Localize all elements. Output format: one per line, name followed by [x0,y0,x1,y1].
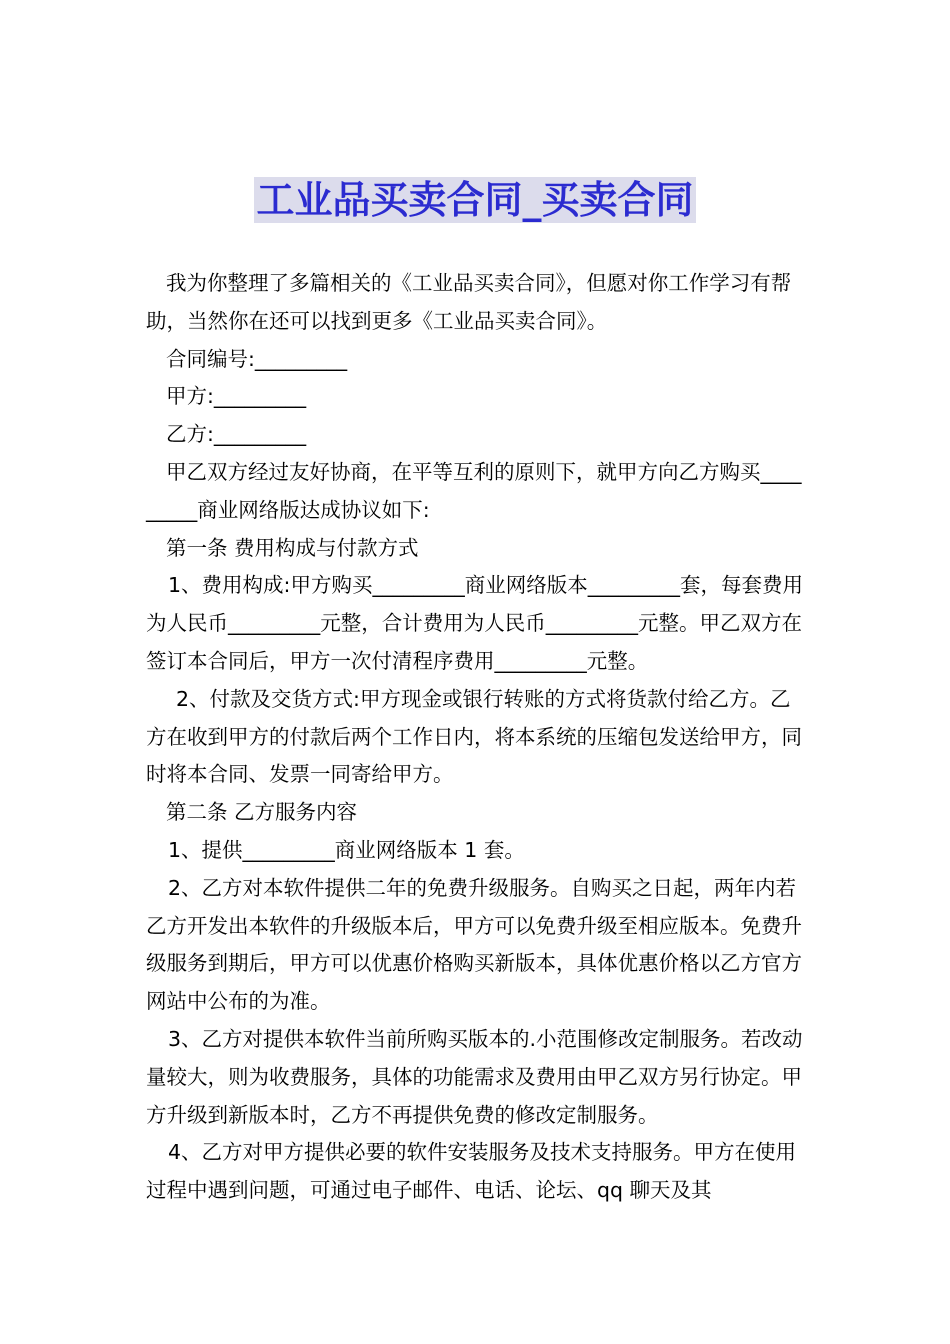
article-2-clause-4: 4、乙方对甲方提供必要的软件安装服务及技术支持服务。甲方在使用过程中遇到问题，可通过电子邮件、电话、论坛、qq 聊天及其 [146,1140,797,1203]
document-title: 工业品买卖合同_买卖合同 [256,178,694,222]
article-2-heading: 第二条 乙方服务内容 [166,800,358,825]
article-2-clause-3: 3、乙方对提供本软件当前所购买版本的.小范围修改定制服务。若改动量较大，则为收费服务，具体的功能需求及费用由甲乙双方另行协定。甲方升级到新版本时，乙方不再提供免费的修改定制服务。 [146,1026,803,1127]
article-1-heading: 第一条 费用构成与付款方式 [166,535,419,560]
party-a-line: 甲方:_________ [166,384,307,409]
article-1-clause-1: 1、费用构成:甲方购买_________商业网络版本_________套，每套费用为人民币_________元整，合计费用为人民币_________元整。甲乙双方在签订本合同后，甲方一次付清程序费用_________元整。 [146,573,803,673]
title-container [0,177,950,223]
article-2-clause-2: 2、乙方对本软件提供二年的免费升级服务。自购买之日起，两年内若乙方开发出本软件的升级版本后，甲方可以免费升级至相应版本。免费升级服务到期后，甲方可以优惠价格购买新版本，具体优惠价格以乙方官方网站中公布的为准。 [146,875,802,1014]
intro-paragraph: 我为你整理了多篇相关的《工业品买卖合同》，但愿对你工作学习有帮助，当然你在还可以找到更多《工业品买卖合同》。 [146,271,792,333]
document-body [146,265,810,1210]
article-2-clause-1: 1、提供_________商业网络版本 1 套。 [168,837,525,862]
party-b-line: 乙方:_________ [166,422,307,447]
contract-number-line: 合同编号:_________ [166,346,348,371]
article-1-clause-2: 2、付款及交货方式:甲方现金或银行转账的方式将货款付给乙方。乙方在收到甲方的付款后两个工作日内，将本系统的压缩包发送给甲方，同时将本合同、发票一同寄给甲方。 [146,686,802,787]
agreement-paragraph: 甲乙双方经过友好协商，在平等互利的原则下，就甲方向乙方购买_________商业网络版达成协议如下: [146,459,802,522]
